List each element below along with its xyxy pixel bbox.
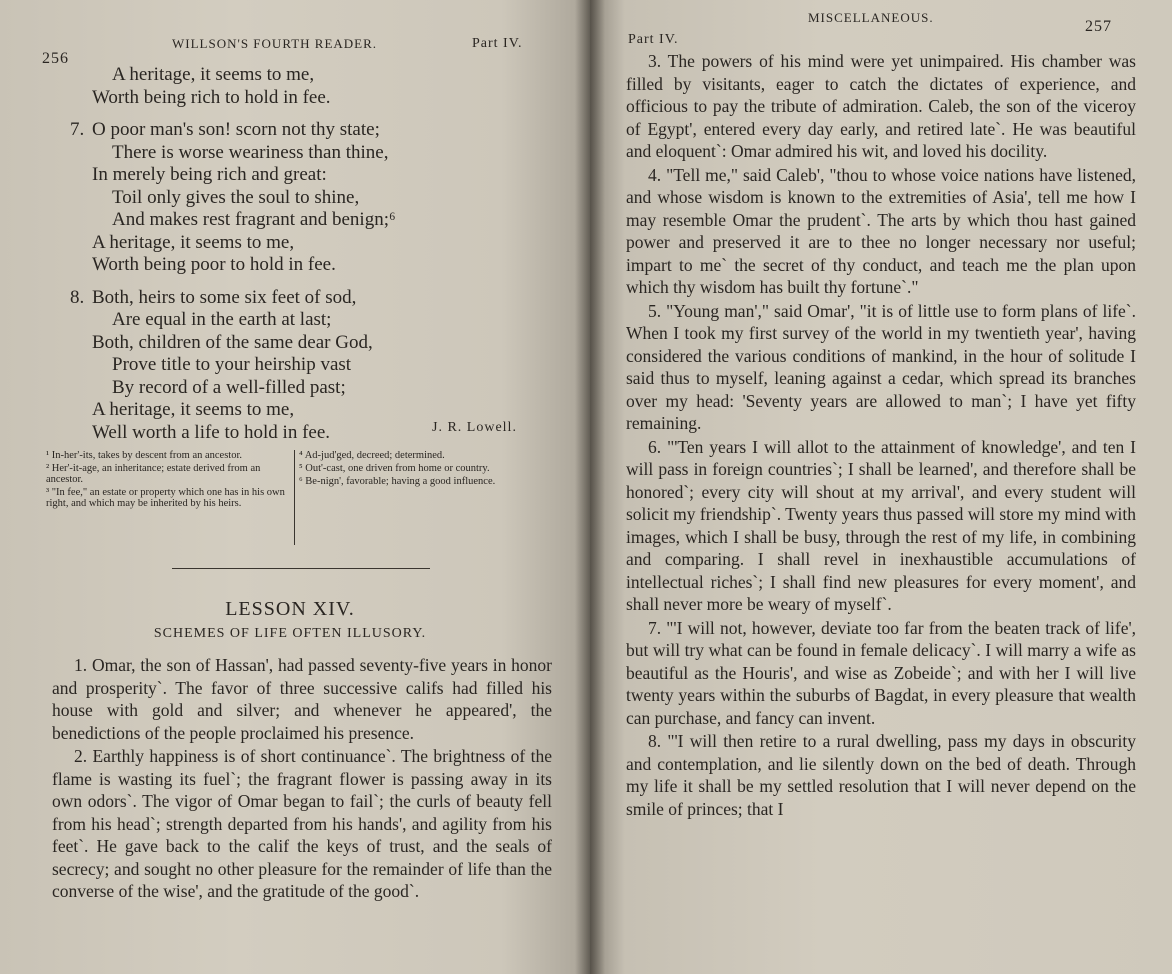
footnote: ² Her'-it-age, an inheritance; estate derived from an ancestor. [46,463,261,485]
poem-line: A heritage, it seems to me, [92,231,295,253]
poem-line: In merely being rich and great: [92,164,327,185]
footnote: ⁶ Be-nign', favorable; having a good influence. [299,476,496,487]
poem-line: And makes rest fragrant and benign;⁶ [112,209,396,230]
poem-line: Toil only gives the soul to shine, [112,186,360,208]
footnote: ¹ In-her'-its, takes by descent from an ancestor. [46,450,243,461]
running-title-left: WILLSON'S FOURTH READER. [172,36,378,51]
footnote: ⁴ Ad-jud'ged, decreed; determined. [299,450,445,461]
page-number-right: 257 [1085,18,1112,35]
poem [70,64,552,454]
poem-line: There is worse weariness than thine, [112,141,389,163]
poem-stanza-7 [70,119,552,277]
left-body-text [52,654,552,904]
book-gutter [575,0,605,974]
paragraph: 7. "'I will not, however, deviate too far from the beaten track of life', but will try what can be found in female delicacy`. I will marry a wife as beautiful as the Houris', and wise as Zobeide`; and with her I will live twenty years within the suburbs of Bagdat, in every pleasure that wealth can purchase, and fancy can invent. [626,617,1136,728]
poem-line: O poor man's son! scorn not thy state; [92,119,380,140]
poem-line: Both, heirs to some six feet of sod, [92,286,357,308]
poem-attribution: J. R. Lowell. [432,420,517,435]
lesson-subtitle: SCHEMES OF LIFE OFTEN ILLUSORY. [153,626,427,641]
footnotes-column-left [46,450,292,511]
paragraph: 4. "Tell me," said Caleb', "thou to whose voice nations have listened, and whose wisdom is known to the extremities of Asia', tell me how I may resemble Omar the prudent`. The arts by which thou hast gained power and preserved it are to thee no longer necessary nor useful; impart to me` the secret of thy conduct, and teach me the plan upon which thy wisdom has built thy fortune`." [626,164,1136,297]
part-label-right: Part IV. [628,32,679,47]
paragraph: 2. Earthly happiness is of short continuance`. The brightness of the flame is wasting its fuel`; the fragrant flower is passing away in its own odors`. The vigor of Omar began to fail`; the curls of beauty fell from his head`; strength departed from his hands', and agility from his feet`. He gave back to the calif the keys of trust, and the seals of secrecy; and sought no other pleasure for the remainder of life than the converse of the wise', and the gratitude of the good`. [52,746,552,901]
paragraph: 5. "Young man'," said Omar', "it is of little use to form plans of life`. When I took my first survey of the world in my twentieth year', having considered the various conditions of mankind, in the hour of solitude I said thus to myself, leaning against a cedar, which spread its branches over my head: 'Seventy years are allowed to man`; I have yet fifty remaining. [626,300,1136,433]
page-number-left: 256 [42,50,69,67]
poem-line: Worth being rich to hold in fee. [92,86,331,108]
section-divider [172,568,430,569]
right-body-text [626,50,1136,821]
paragraph: 3. The powers of his mind were yet unimpaired. His chamber was filled by visitants, eager to catch the dictates of experience, and officious to pay the tribute of admiration. Caleb, the son of the viceroy of Egypt', entered every day early, and retired late`. He was beautiful and eloquent`: Omar admired his wit, and loved his docility. [626,51,1136,161]
footnote: ⁵ Out'-cast, one driven from home or country. [299,463,490,474]
poem-line: Both, children of the same dear God, [92,331,373,353]
stanza-number: 8. [70,286,85,308]
right-page [590,0,1172,974]
footnotes-column-right [294,450,551,545]
footnote: ³ "In fee," an estate or property which one has in his own right, and which may be inherited by his heirs. [46,487,285,509]
poem-line: Are equal in the earth at last; [112,309,332,330]
paragraph: 6. "'Ten years I will allot to the attainment of knowledge', and ten I will pass in foreign countries`; I shall be learned', and therefore shall be honored`; every city will shout at my arrival', and every student will solicit my friendship`. Twenty years thus passed will store my mind with images, which I shall be busy, through the rest of my life, in combining and comparing. I shall revel in inexhaustible accumulations of intellectual riches`; I shall find new pleasures for every moment', and shall never more be weary of myself`. [626,436,1136,614]
poem-line: Worth being poor to hold in fee. [92,254,336,275]
poem-line: By record of a well-filled past; [112,376,346,398]
poem-line: Prove title to your heirship vast [112,354,352,375]
running-title-right: MISCELLANEOUS. [808,10,934,25]
paragraph: 8. "'I will then retire to a rural dwelling, pass my days in obscurity and contemplation, and lie silently down on the bed of death. Through my life it shall be my settled resolution that I will never depend on the smile of princes; that I [626,731,1136,819]
stanza-number: 7. [70,119,85,140]
paragraph: 1. Omar, the son of Hassan', had passed seventy-five years in honor and prosperity`. The favor of three successive califs had filled his house with gold and silver; and whenever he appeared', the benedictions of the people proclaimed his presence. [52,655,552,743]
lesson-title: LESSON XIV. [225,598,355,620]
poem-stanza-end [92,64,552,109]
part-label-left: Part IV. [472,36,523,51]
poem-line: A heritage, it seems to me, [112,64,315,85]
poem-line: Well worth a life to hold in fee. [92,421,331,443]
poem-line: A heritage, it seems to me, [92,399,295,420]
